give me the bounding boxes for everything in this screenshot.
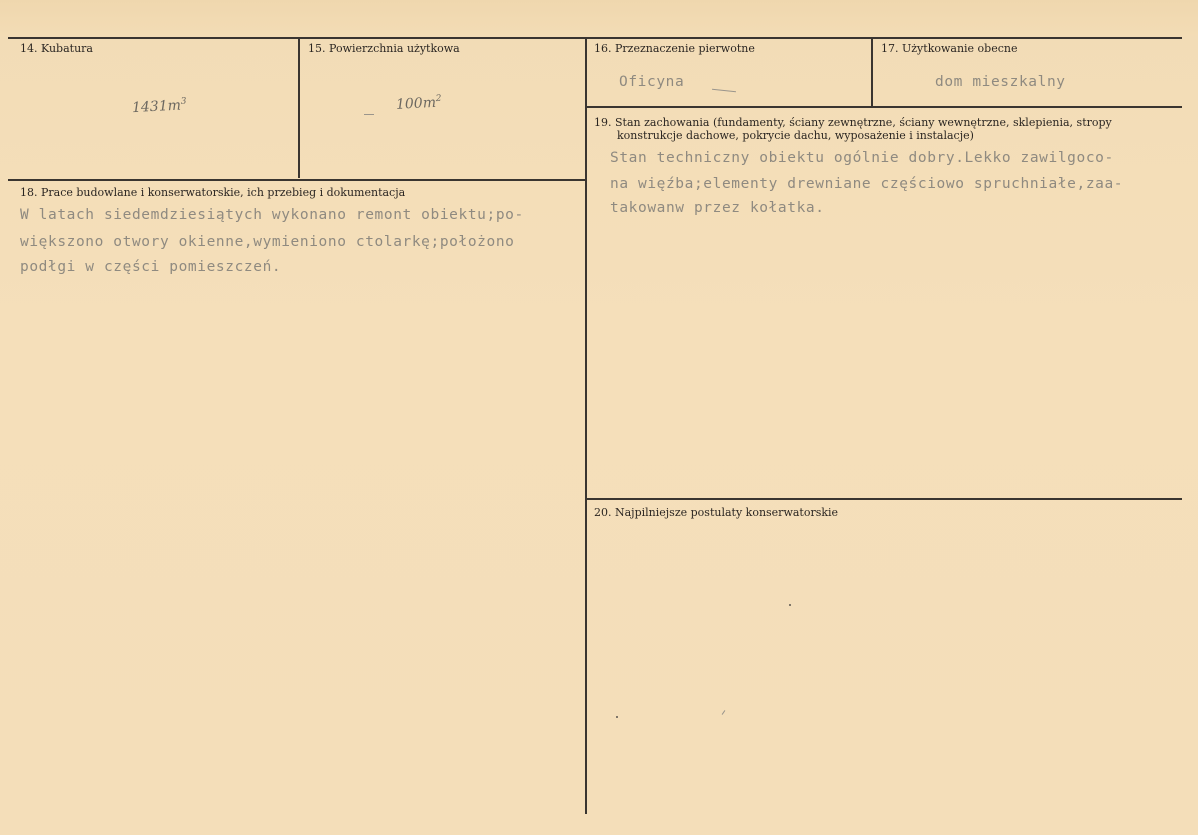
paper-speck bbox=[789, 604, 791, 606]
field-17-value: dom mieszkalny bbox=[935, 74, 1066, 90]
paper-pen-tick bbox=[722, 710, 726, 715]
field-16-pen-mark bbox=[712, 89, 736, 93]
field-15-label: 15. Powierzchnia użytkowa bbox=[308, 42, 460, 55]
field-16-label: 16. Przeznaczenie pierwotne bbox=[594, 42, 755, 55]
field-14-value bbox=[132, 97, 187, 116]
field-19-line-3: takowanw przez kołatka. bbox=[610, 200, 825, 216]
line-under-16-17 bbox=[586, 106, 1182, 108]
field-18-line-2: większono otwory okienne,wymieniono ctolarkę;położono bbox=[20, 234, 515, 250]
top-border-line bbox=[8, 37, 1182, 39]
field-18-line-1: W latach siedemdziesiątych wykonano remont obiektu;po- bbox=[20, 207, 524, 223]
field-18-label: 18. Prace budowlane i konserwatorskie, ich przebieg i dokumentacja bbox=[20, 186, 406, 199]
field-14-label: 14. Kubatura bbox=[20, 42, 93, 55]
field-17-label: 17. Użytkowanie obecne bbox=[881, 42, 1018, 55]
line-under-14-15 bbox=[8, 179, 586, 181]
field-19-label-line2: konstrukcje dachowe, pokrycie dachu, wyposażenie i instalacje) bbox=[617, 129, 974, 142]
field-14-number: 1431 bbox=[131, 98, 169, 117]
field-15-unit: m bbox=[422, 94, 437, 112]
card-top-edge bbox=[0, 0, 1198, 36]
field-15-number: 100 bbox=[395, 95, 424, 113]
divider-14-15 bbox=[298, 38, 300, 178]
paper-speck bbox=[616, 716, 618, 718]
field-15-pen-mark bbox=[364, 114, 374, 115]
field-20-label: 20. Najpilniejsze postulaty konserwatorskie bbox=[594, 506, 839, 519]
main-center-divider bbox=[585, 38, 587, 814]
field-19-line-1: Stan techniczny obiektu ogólnie dobry.Lekko zawilgoco- bbox=[610, 150, 1114, 166]
line-above-20 bbox=[586, 498, 1182, 500]
field-19-line-2: na więźba;elementy drewniane częściowo spruchniałe,zaa- bbox=[610, 176, 1124, 192]
divider-16-17 bbox=[871, 38, 873, 106]
field-18-line-3: podłgi w części pomieszczeń. bbox=[20, 259, 282, 275]
field-14-exponent: 3 bbox=[180, 96, 187, 107]
field-19-label-line1: 19. Stan zachowania (fundamenty, ściany zewnętrzne, ściany wewnętrzne, sklepienia, stropy bbox=[594, 116, 1112, 129]
field-16-value: Oficyna bbox=[619, 74, 685, 90]
field-15-value bbox=[396, 94, 443, 113]
field-15-exponent: 2 bbox=[435, 93, 442, 105]
field-14-unit: m bbox=[167, 97, 182, 115]
